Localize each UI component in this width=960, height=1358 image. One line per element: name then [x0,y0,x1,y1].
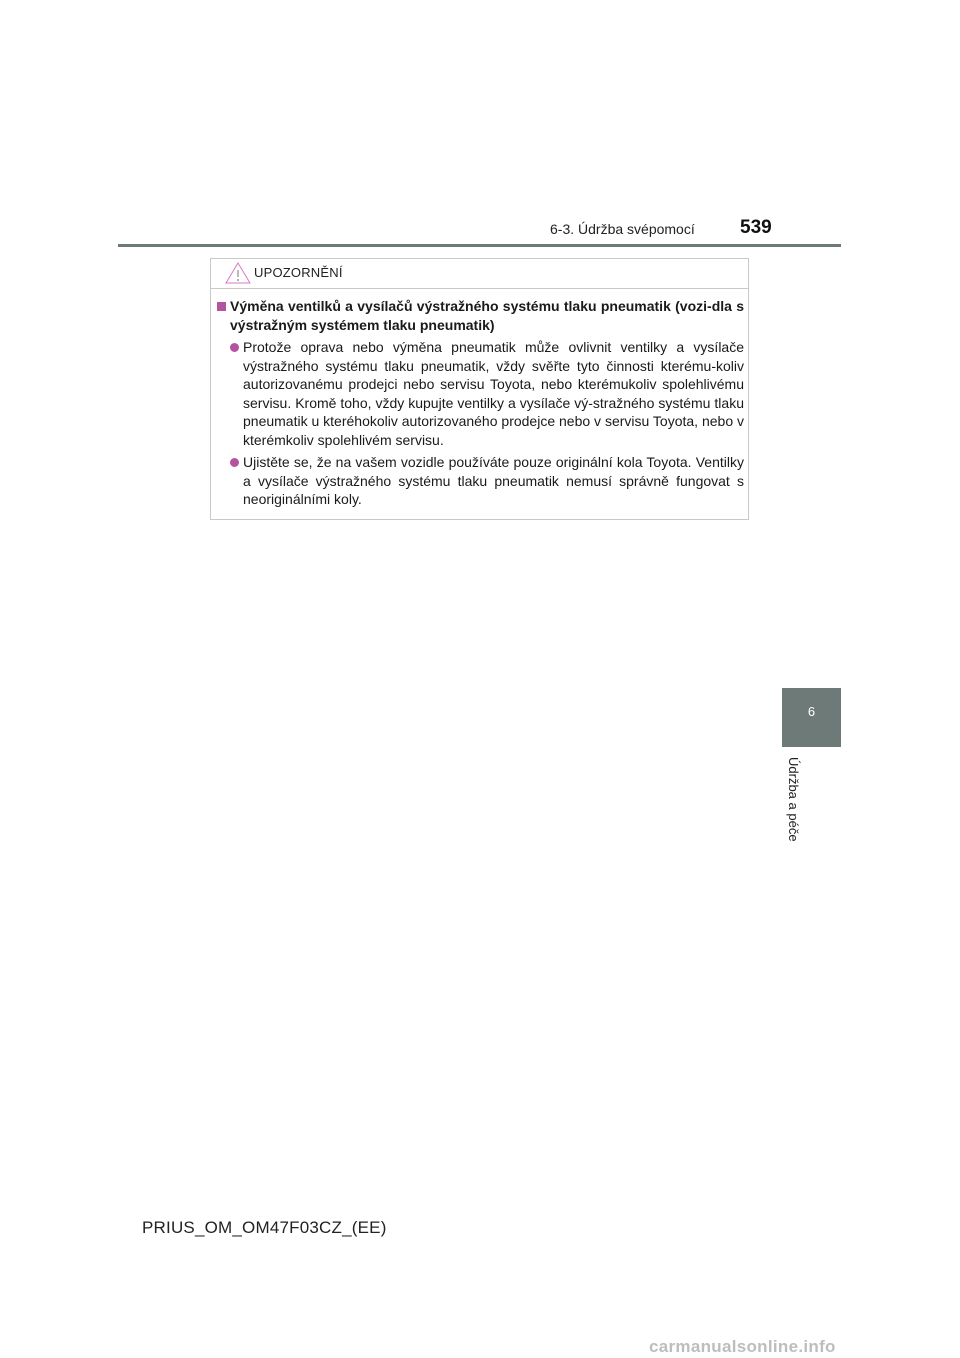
warning-body [217,297,744,509]
list-item-text: Protože oprava nebo výměna pneumatik může ovlivnit ventilky a vysílače výstražného systému tlaku pneumatik, vždy svěřte tyto činnosti kterému-koliv autorizovanému prodejci nebo servisu Toyota, nebo kterémukoliv spolehlivému servisu. Kromě toho, vždy kupujte ventilky a vysílače vý-stražného systému tlaku pneumatik u kteréhokoliv autorizovaného prodejce nebo v servisu Toyota, nebo v kterémkoliv spolehlivém servisu. [243,339,744,448]
chapter-number: 6 [807,704,816,719]
watermark: carmanualsonline.info [649,1337,836,1356]
page-number: 539 [740,217,772,238]
warning-heading [217,297,744,334]
chapter-tab [782,688,841,747]
warning-heading-text: Výměna ventilků a vysílačů výstražného systému tlaku pneumatik (vozi-dla s výstražným systémem tlaku pneumatik) [230,298,744,333]
warning-header [211,259,748,289]
document-code: PRIUS_OM_OM47F03CZ_(EE) [142,1218,387,1237]
round-bullet-icon [230,343,239,352]
section-title: 6-3. Údržba svépomocí [550,221,695,237]
list-item-text: Ujistěte se, že na vašem vozidle používáte pouze originální kola Toyota. Ventilky a vysílače výstražného systému tlaku pneumatik nemusí správně fungovat s neoriginálními koly. [243,454,744,507]
chapter-label: Údržba a péče [786,757,801,842]
warning-box [210,258,749,520]
square-bullet-icon [217,302,226,311]
header-divider [118,244,841,247]
warning-triangle-icon [225,262,251,284]
list-item [217,453,744,509]
list-item [217,338,744,449]
warning-label: UPOZORNĚNÍ [254,265,343,280]
round-bullet-icon [230,458,239,467]
